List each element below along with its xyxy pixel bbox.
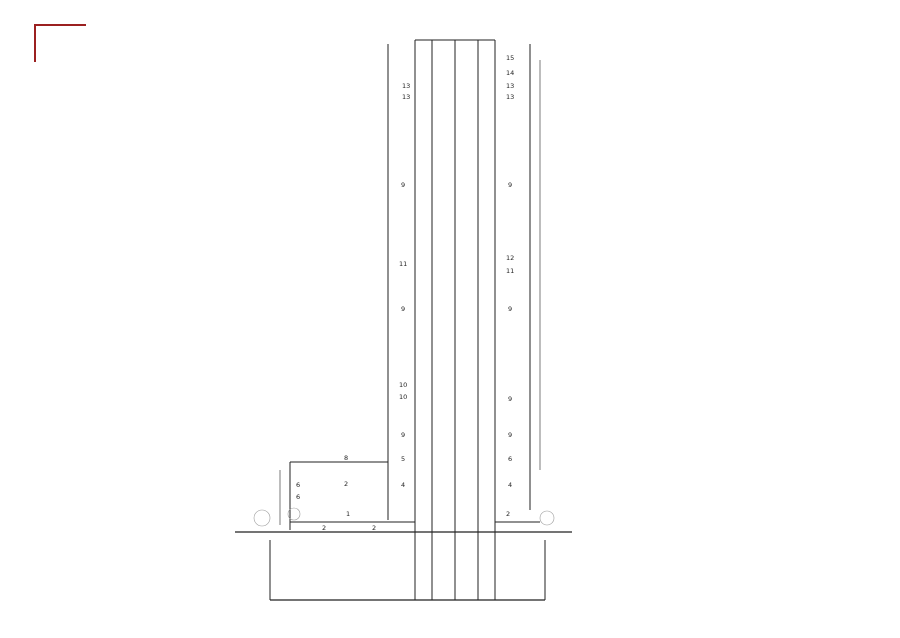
- label-nursery: 1: [346, 510, 351, 518]
- label-chairman-office-left-2: 13: [402, 93, 411, 101]
- label-sports-right: 11: [506, 267, 515, 275]
- label-workspace-2: 9: [508, 181, 513, 189]
- label-chairman-office-left: 13: [402, 82, 411, 90]
- label-cultural-2: 10: [399, 393, 408, 401]
- label-commercial-2: 2: [322, 524, 327, 532]
- label-workspace-6: 9: [401, 431, 406, 439]
- label-commercial-1: 2: [344, 480, 349, 488]
- label-advanced-sports: 14: [506, 69, 515, 77]
- label-chairman-office-right-2: 13: [506, 93, 515, 101]
- room-labels: [296, 54, 514, 532]
- label-kitchen-right: 6: [508, 455, 513, 463]
- label-commercial-3: 2: [372, 524, 377, 532]
- label-chairman-office-right: 13: [506, 82, 515, 90]
- label-workspace-5: 9: [508, 395, 513, 403]
- label-workspace-1: 9: [401, 181, 406, 189]
- label-hotel-left: 4: [401, 481, 406, 489]
- label-workspace-7: 9: [508, 431, 513, 439]
- structure-outline: [235, 40, 572, 600]
- label-reception: 12: [506, 254, 515, 262]
- label-sports-left: 11: [399, 260, 408, 268]
- label-commercial-right: 2: [506, 510, 511, 518]
- label-canteen: 5: [401, 455, 406, 463]
- label-cultural-1: 10: [399, 381, 408, 389]
- label-outdoor-activity: 8: [344, 454, 349, 462]
- label-kitchen-2: 6: [296, 493, 301, 501]
- label-hotel-right: 4: [508, 481, 513, 489]
- label-kitchen-1: 6: [296, 481, 301, 489]
- label-workspace-3: 9: [401, 305, 406, 313]
- label-workspace-4: 9: [508, 305, 513, 313]
- label-roof-garden: 15: [506, 54, 515, 62]
